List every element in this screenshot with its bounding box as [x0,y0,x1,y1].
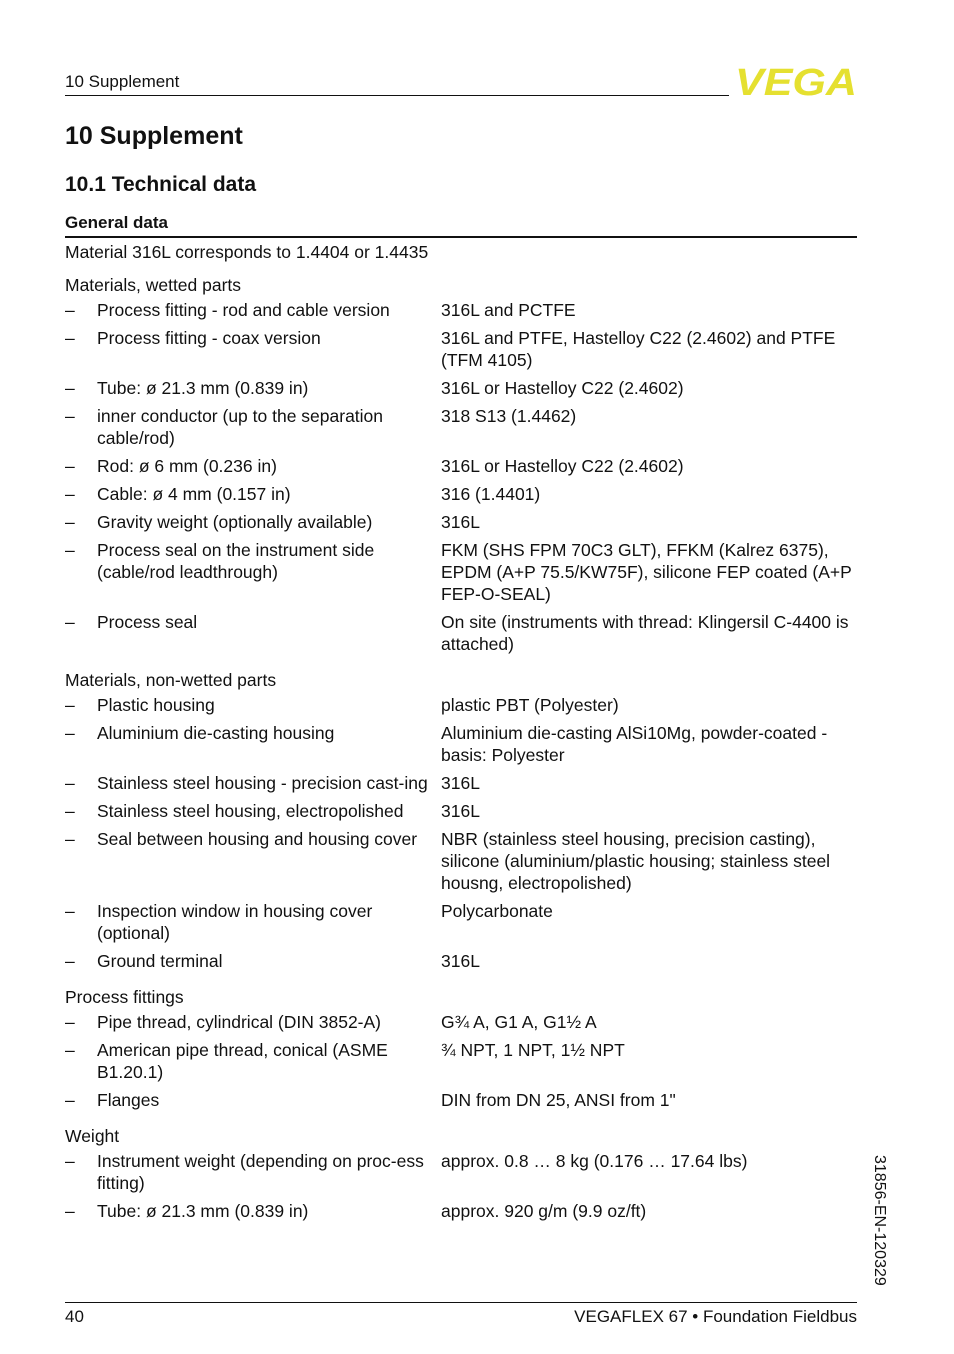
spec-group [65,1125,857,1222]
list-dash: – [65,829,75,849]
list-dash: – [65,378,75,398]
spec-group [65,274,857,655]
spec-group-title: Weight [65,1126,120,1146]
spec-group-title: Process fittings [65,987,184,1007]
spec-row [65,483,857,505]
spec-value: 316L and PTFE, Hastelloy C22 (2.4602) and PTFE (TFM 4105) [441,328,836,370]
spec-label: Process fitting - rod and cable version [97,300,390,320]
spec-value: DIN from DN 25, ANSI from 1" [441,1090,676,1110]
list-dash: – [65,612,75,632]
spec-value: ¾ NPT, 1 NPT, 1½ NPT [441,1040,625,1060]
list-dash: – [65,1012,75,1032]
spec-label: Process seal [97,612,198,632]
spec-label: Process seal on the instrument side (cable/rod leadthrough) [97,540,375,582]
spec-row [65,299,857,321]
spec-value: Aluminium die-casting AlSi10Mg, powder-coated - basis: Polyester [441,723,828,765]
spec-value: approx. 0.8 … 8 kg (0.176 … 17.64 lbs) [441,1151,748,1171]
spec-label: Seal between housing and housing cover [97,829,418,849]
header-rule [65,95,729,96]
list-dash: – [65,1040,75,1060]
spec-row [65,1150,857,1194]
spec-label: Gravity weight (optionally available) [97,512,373,532]
spec-row [65,455,857,477]
spec-value: 316L [441,801,480,821]
general-data-heading: General data [65,213,168,232]
spec-row [65,377,857,399]
spec-row [65,900,857,944]
spec-row [65,1039,857,1083]
spec-row [65,950,857,972]
spec-label: Pipe thread, cylindrical (DIN 3852-A) [97,1012,382,1032]
spec-label: Tube: ø 21.3 mm (0.839 in) [97,1201,309,1221]
spec-label: American pipe thread, conical (ASME B1.20.1) [97,1040,388,1082]
spec-row [65,1200,857,1222]
spec-label: Tube: ø 21.3 mm (0.839 in) [97,378,309,398]
footer-rule [65,1302,857,1303]
list-dash: – [65,695,75,715]
product-name: VEGAFLEX 67 • Foundation Fieldbus [574,1307,857,1326]
spec-row [65,611,857,655]
spec-label: Ground terminal [97,951,223,971]
spec-group-title: Materials, wetted parts [65,275,242,295]
spec-value: NBR (stainless steel housing, precision casting), silicone (aluminium/plastic housing; stainless steel housng, electropolished) [441,829,831,893]
list-dash: – [65,1151,75,1171]
section-title: 10.1 Technical data [65,173,257,196]
page-title: 10 Supplement [65,122,243,150]
list-dash: – [65,540,75,560]
spec-value: 316L [441,512,480,532]
spec-row [65,1089,857,1111]
spec-label: Stainless steel housing, electropolished [97,801,404,821]
spec-row [65,1011,857,1033]
spec-value: 316L or Hastelloy C22 (2.4602) [441,378,684,398]
list-dash: – [65,723,75,743]
document-code: 31856-EN-120329 [871,1155,888,1286]
spec-label: Flanges [97,1090,160,1110]
list-dash: – [65,773,75,793]
spec-value: 316L or Hastelloy C22 (2.4602) [441,456,684,476]
material-note: Material 316L corresponds to 1.4404 or 1.4435 [65,242,429,262]
spec-value: plastic PBT (Polyester) [441,695,619,715]
spec-row [65,405,857,449]
logo-wordmark: VEGA [735,64,857,98]
list-dash: – [65,512,75,532]
spec-value: G¾ A, G1 A, G1½ A [441,1012,597,1032]
spec-groups [65,274,857,1222]
list-dash: – [65,951,75,971]
spec-value: 316L [441,773,480,793]
vega-logo [735,64,857,103]
list-dash: – [65,456,75,476]
spec-row [65,539,857,605]
spec-row [65,828,857,894]
list-dash: – [65,1090,75,1110]
spec-label: Cable: ø 4 mm (0.157 in) [97,484,291,504]
spec-label: Stainless steel housing - precision cast-ing [97,773,428,793]
spec-value: Polycarbonate [441,901,553,921]
spec-label: Plastic housing [97,695,215,715]
spec-row [65,511,857,533]
spec-label: inner conductor (up to the separation cable/rod) [97,406,384,448]
spec-value: 316L and PCTFE [441,300,576,320]
spec-label: Inspection window in housing cover (optional) [97,901,373,943]
spec-group-title: Materials, non-wetted parts [65,670,277,690]
list-dash: – [65,801,75,821]
technical-data-content [65,241,857,1236]
spec-row [65,327,857,371]
spec-row [65,722,857,766]
spec-label: Process fitting - coax version [97,328,321,348]
list-dash: – [65,406,75,426]
spec-row [65,772,857,794]
spec-row [65,694,857,716]
spec-value: approx. 920 g/m (9.9 oz/ft) [441,1201,647,1221]
list-dash: – [65,300,75,320]
list-dash: – [65,901,75,921]
spec-label: Aluminium die-casting housing [97,723,335,743]
list-dash: – [65,1201,75,1221]
spec-value: FKM (SHS FPM 70C3 GLT), FFKM (Kalrez 6375), EPDM (A+P 75.5/KW75F), silicone FEP coated (A+P FEP-O-SEAL) [441,540,852,604]
spec-group [65,986,857,1111]
running-header: 10 Supplement [65,72,180,91]
spec-value: 316 (1.4401) [441,484,541,504]
list-dash: – [65,484,75,504]
page-number: 40 [65,1307,84,1326]
spec-value: 316L [441,951,480,971]
list-dash: – [65,328,75,348]
spec-row [65,800,857,822]
spec-label: Instrument weight (depending on proc-ess fitting) [97,1151,424,1193]
spec-value: On site (instruments with thread: Klingersil C-4400 is attached) [441,612,849,654]
spec-label: Rod: ø 6 mm (0.236 in) [97,456,277,476]
spec-group [65,669,857,972]
heading-rule [65,236,857,238]
spec-value: 318 S13 (1.4462) [441,406,577,426]
